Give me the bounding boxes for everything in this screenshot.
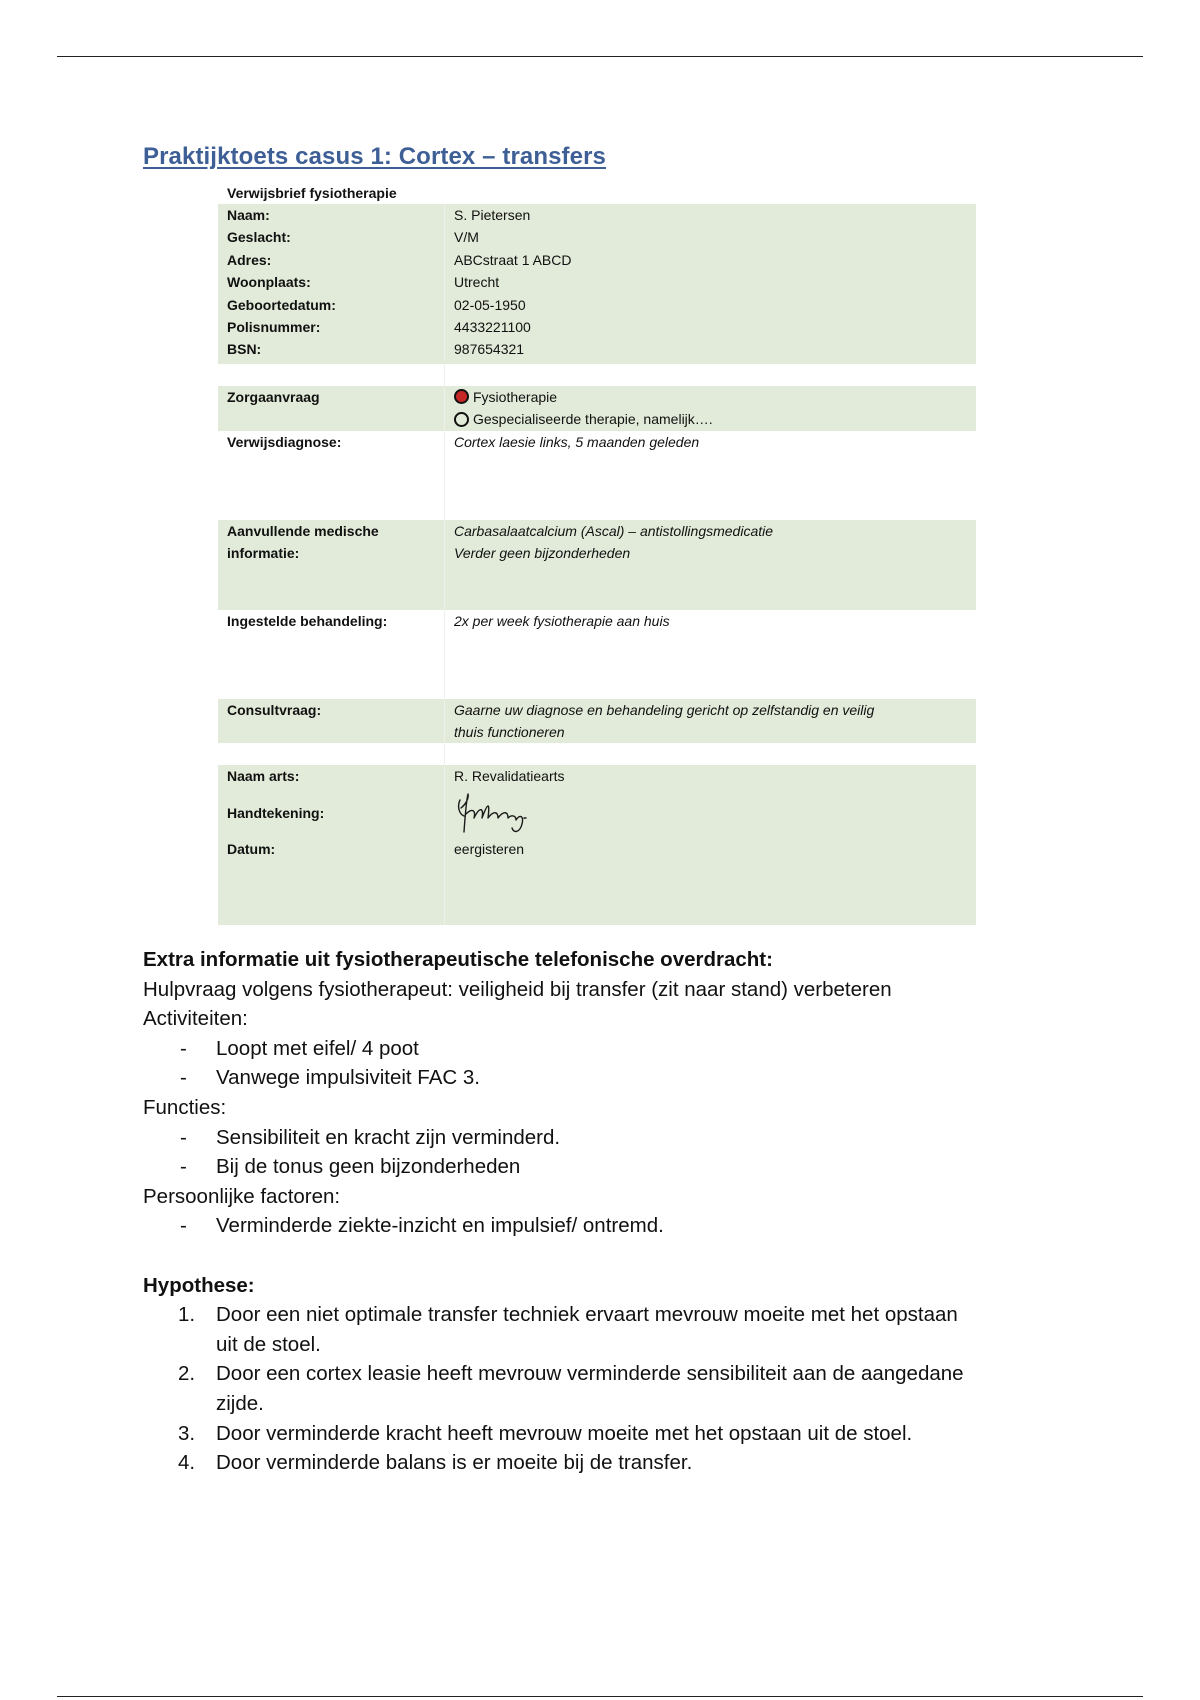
care-request-label: Zorgaanvraag bbox=[227, 388, 320, 405]
additional-info-label-2: informatie: bbox=[227, 544, 300, 561]
bsn-label: BSN: bbox=[227, 341, 262, 358]
policy-number-value: 4433221100 bbox=[454, 318, 531, 335]
treatment-label: Ingestelde behandeling: bbox=[227, 612, 388, 629]
signature-label: Handtekening: bbox=[227, 804, 325, 821]
diagnosis-label: Verwijsdiagnose: bbox=[227, 433, 342, 450]
city-value: Utrecht bbox=[454, 274, 500, 291]
gender-value: V/M bbox=[454, 229, 479, 246]
physician-name-value: R. Revalidatiearts bbox=[454, 768, 565, 785]
hypothesis-heading: Hypothese: bbox=[143, 1273, 255, 1297]
care-request-section bbox=[218, 386, 976, 431]
consult-value-1: Gaarne uw diagnose en behandeling gericht op zelfstandig en veilig bbox=[454, 701, 875, 718]
treatment-section bbox=[218, 610, 976, 699]
extra-info-heading: Extra informatie uit fysiotherapeutische telefonische overdracht: bbox=[143, 948, 773, 971]
list-item: - Bij de tonus geen bijzonderheden bbox=[180, 1155, 521, 1179]
diagnosis-value: Cortex laesie links, 5 maanden geleden bbox=[454, 433, 700, 450]
birthdate-value: 02-05-1950 bbox=[454, 296, 526, 313]
radio-unselected-icon[interactable] bbox=[454, 412, 469, 427]
consult-value-2: thuis functioneren bbox=[454, 723, 565, 740]
hypothesis-list bbox=[143, 1300, 1083, 1478]
hypothesis-item: 4. Door verminderde balans is er moeite bij de transfer. bbox=[178, 1451, 693, 1475]
hypothesis-item: 3. Door verminderde kracht heeft mevrouw moeite met het opstaan uit de stoel. bbox=[178, 1421, 913, 1445]
referral-heading: Verwijsbrief fysiotherapie bbox=[227, 185, 397, 201]
list-item: - Sensibiliteit en kracht zijn verminderd. bbox=[180, 1125, 561, 1149]
personal-factors-label: Persoonlijke factoren: bbox=[143, 1184, 341, 1208]
referral-table bbox=[218, 204, 976, 925]
policy-number-label: Polisnummer: bbox=[227, 318, 321, 335]
physician-section bbox=[218, 765, 976, 925]
additional-info-section bbox=[218, 520, 976, 610]
additional-info-value-1: Carbasalaatcalcium (Ascal) – antistollingsmedicatie bbox=[454, 522, 774, 539]
functions-list bbox=[143, 1123, 1083, 1182]
handover-text bbox=[143, 945, 1083, 1478]
physician-name-label: Naam arts: bbox=[227, 768, 300, 785]
city-label: Woonplaats: bbox=[227, 274, 311, 291]
option-physiotherapy-label: Fysiotherapie bbox=[473, 388, 558, 405]
hypothesis-item: 2. Door een cortex leasie heeft mevrouw verminderde sensibiliteit aan de aangedane zijde. bbox=[178, 1362, 964, 1415]
consult-section bbox=[218, 699, 976, 744]
signature-image bbox=[454, 788, 976, 838]
signature-icon bbox=[454, 788, 536, 838]
name-value: S. Pietersen bbox=[454, 207, 531, 223]
functions-label: Functies: bbox=[143, 1095, 227, 1119]
option-specialized-therapy-label: Gespecialiseerde therapie, namelijk…. bbox=[473, 411, 713, 428]
spacer bbox=[218, 743, 976, 765]
gender-label: Geslacht: bbox=[227, 229, 291, 246]
activities-list bbox=[143, 1034, 1083, 1093]
additional-info-value-2: Verder geen bijzonderheden bbox=[454, 544, 631, 561]
header-rule bbox=[57, 56, 1143, 57]
list-item: - Loopt met eifel/ 4 poot bbox=[180, 1036, 419, 1060]
address-value: ABCstraat 1 ABCD bbox=[454, 251, 572, 268]
help-question: Hulpvraag volgens fysiotherapeut: veiligheid bij transfer (zit naar stand) verbeteren bbox=[143, 977, 892, 1001]
address-label: Adres: bbox=[227, 251, 272, 268]
list-item: - Verminderde ziekte-inzicht en impulsief/ ontremd. bbox=[180, 1214, 664, 1238]
patient-section bbox=[218, 204, 976, 364]
option-specialized-therapy[interactable] bbox=[454, 408, 976, 430]
footer-rule bbox=[57, 1696, 1143, 1697]
name-label: Naam: bbox=[227, 207, 270, 223]
hypothesis-item: 1. Door een niet optimale transfer techniek ervaart mevrouw moeite met het opstaan uit de stoel. bbox=[178, 1303, 958, 1356]
additional-info-label-1: Aanvullende medische bbox=[227, 522, 379, 539]
radio-selected-icon[interactable] bbox=[454, 389, 469, 404]
activities-label: Activiteiten: bbox=[143, 1007, 248, 1031]
consult-label: Consultvraag: bbox=[227, 701, 322, 718]
option-physiotherapy[interactable] bbox=[454, 386, 976, 408]
treatment-value: 2x per week fysiotherapie aan huis bbox=[454, 612, 670, 629]
birthdate-label: Geboortedatum: bbox=[227, 296, 336, 313]
bsn-value: 987654321 bbox=[454, 341, 525, 358]
spacer bbox=[218, 364, 976, 386]
date-label: Datum: bbox=[227, 840, 276, 857]
date-value: eergisteren bbox=[454, 840, 525, 857]
list-item: - Vanwege impulsiviteit FAC 3. bbox=[180, 1066, 480, 1090]
diagnosis-section bbox=[218, 431, 976, 520]
personal-factors-list bbox=[143, 1211, 1083, 1241]
page-title: Praktijktoets casus 1: Cortex – transfers bbox=[143, 143, 606, 170]
